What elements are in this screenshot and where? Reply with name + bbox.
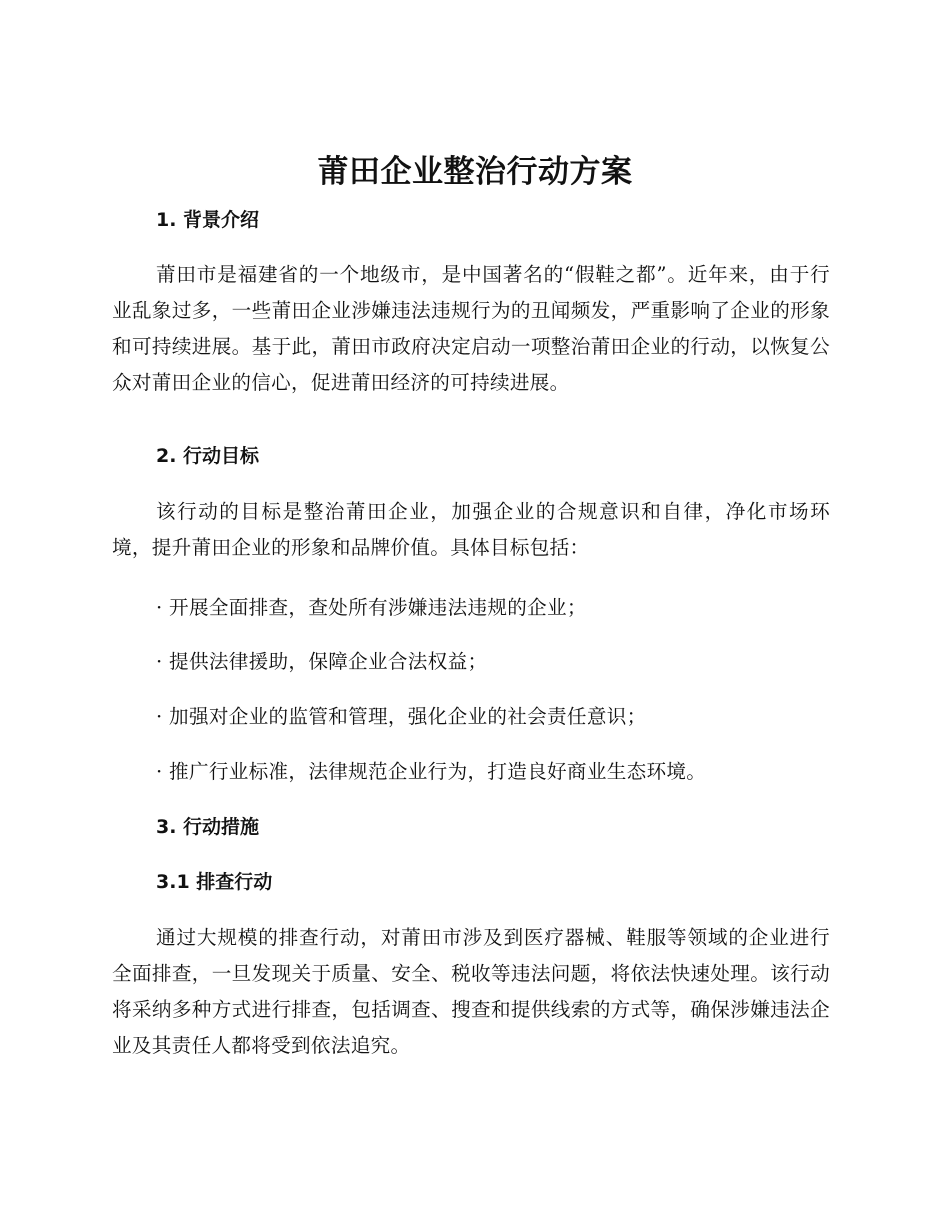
goal-bullet-3: · 加强对企业的监管和管理，强化企业的社会责任意识； xyxy=(156,705,647,728)
section-heading-background: 1. 背景介绍 xyxy=(156,209,260,231)
subsection-heading-inspection: 3.1 排查行动 xyxy=(156,871,273,893)
paragraph-background: 莆田市是福建省的一个地级市，是中国著名的“假鞋之都”。近年来，由于行业乱象过多，一些莆田企业涉嫌违法违规行为的丑闻频发，严重影响了企业的形象和可持续进展。基于此，莆田市政府决定启动一项整治莆田企业的行动，以恢复公众对莆田企业的信心，促进莆田经济的可持续进展。 xyxy=(112,263,830,394)
paragraph-inspection: 通过大规模的排查行动，对莆田市涉及到医疗器械、鞋服等领域的企业进行全面排查，一旦发现关于质量、安全、税收等违法问题，将依法快速处理。该行动将采纳多种方式进行排查，包括调查、搜查和提供线索的方式等，确保涉嫌违法企业及其责任人都将受到依法追究。 xyxy=(112,926,830,1057)
goal-bullet-4: · 推广行业标准，法律规范企业行为，打造良好商业生态环境。 xyxy=(156,760,707,783)
paragraph-goals: 该行动的目标是整治莆田企业，加强企业的合规意识和自律，净化市场环境，提升莆田企业的形象和品牌价值。具体目标包括： xyxy=(112,500,830,559)
document-title: 莆田企业整治行动方案 xyxy=(317,154,633,190)
goal-bullet-2: · 提供法律援助，保障企业合法权益； xyxy=(156,650,488,673)
section-heading-measures: 3. 行动措施 xyxy=(156,816,260,838)
section-heading-goals: 2. 行动目标 xyxy=(156,445,260,467)
goal-bullet-1: · 开展全面排查，查处所有涉嫌违法违规的企业； xyxy=(156,596,587,619)
